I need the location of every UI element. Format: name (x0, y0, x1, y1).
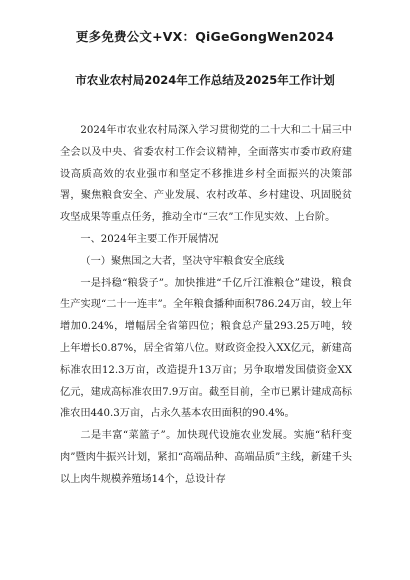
subsection-heading: （一）聚焦国之大者，坚决守牢粮食安全底线 (80, 255, 285, 267)
section-heading: 一、2024年主要工作开展情况 (80, 233, 219, 245)
header-watermark-text: 更多免费公文+VX：QiGeGongWen2024 (75, 29, 335, 44)
body-paragraph-2: 二是丰富“菜篮子”。加快现代设施农业发展。实施“秸秆变肉”暨肉牛振兴计划，紧扣“高端品种、高端品质”主线，新建千头以上肉牛规模养殖场14个，总设计存 (60, 430, 352, 485)
intro-paragraph: 2024年市农业农村局深入学习贯彻党的二十大和二十届三中全会以及中央、省委农村工作会议精神，全面落实市委市政府建设高质高效的农业强市和坚定不移推进乡村全面振兴的决策部署，聚焦粮食安全、产业发展、农村改革、乡村建设、巩固脱贫攻坚成果等重点任务，推动全市“三农”工作见实效、上台阶。 (60, 125, 352, 224)
document-body (60, 120, 352, 491)
body-paragraph-1: 一是抖稳“粮袋子”。加快推进“千亿斤江淮粮仓”建设，粮食生产实现“二十一连丰”。全年粮食播种面积786.24万亩，较上年增加0.24%，增幅居全省第四位；粮食总产量293.25万吨，较上年增长0.87%，居全省第八位。财政资金投入XX亿元，新建高标准农田12.3万亩，改造提升13万亩；另争取增发国债资金XX亿元，建成高标准农田7.9万亩。截至目前，全市已累计建成高标准农田440.3万亩，占永久基本农田面积的90.4%。 (60, 277, 352, 420)
document-title: 市农业农村局2024年工作总结及2025年工作计划 (75, 73, 335, 87)
